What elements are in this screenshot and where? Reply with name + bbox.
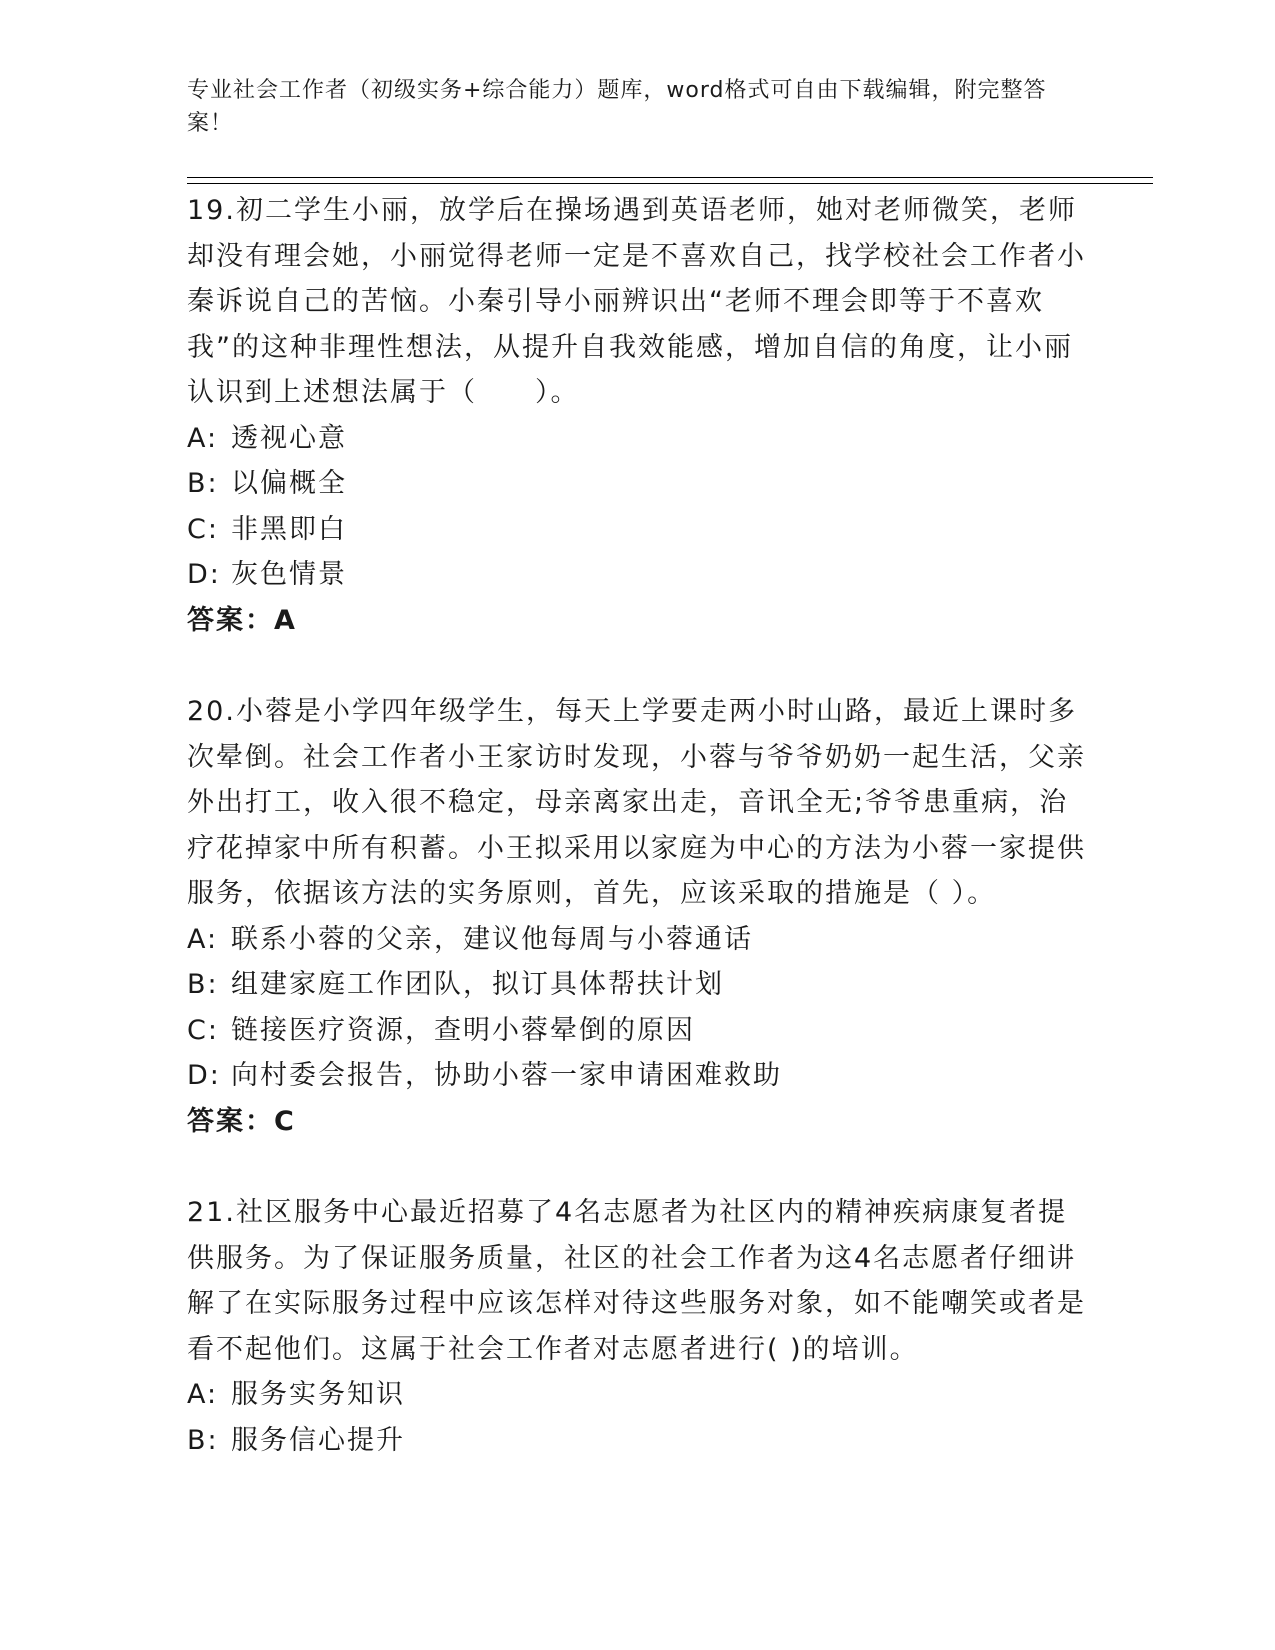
option-key: A:	[187, 923, 219, 955]
option-key: A:	[187, 1379, 219, 1410]
option-c	[187, 1008, 1087, 1054]
option-c	[187, 507, 1087, 553]
option-text: 透视心意	[231, 422, 347, 454]
option-text: 灰色情景	[231, 559, 347, 590]
option-key: D:	[187, 1060, 221, 1091]
option-text: 链接医疗资源，查明小蓉晕倒的原因	[231, 1014, 695, 1046]
option-text: 非黑即白	[231, 513, 347, 545]
option-key: B:	[187, 468, 219, 499]
question-stem: 21.社区服务中心最近招募了4名志愿者为社区内的精神疾病康复者提供服务。为了保证服务质量，社区的社会工作者为这4名志愿者仔细讲解了在实际服务过程中应该怎样对待这些服务对象，如不能嘲笑或者是看不起他们。这属于社会工作者对志愿者进行( )的培训。	[187, 1197, 1086, 1365]
option-text: 以偏概全	[231, 468, 347, 499]
option-b	[187, 962, 1087, 1008]
option-text: 服务实务知识	[231, 1379, 405, 1410]
question-19	[187, 188, 1087, 643]
option-b	[187, 461, 1087, 507]
option-d	[187, 552, 1087, 598]
answer-line: 答案：C	[187, 1105, 296, 1137]
option-text: 向村委会报告，协助小蓉一家申请困难救助	[231, 1060, 782, 1091]
question-stem: 19.初二学生小丽，放学后在操场遇到英语老师，她对老师微笑，老师却没有理会她，小丽觉得老师一定是不喜欢自己，找学校社会工作者小秦诉说自己的苦恼。小秦引导小丽辨识出“老师不理会即等于不喜欢我”的这种非理性想法，从提升自我效能感，增加自信的角度，让小丽认识到上述想法属于（ ）。	[187, 195, 1086, 408]
answer-line: 答案：A	[187, 604, 297, 636]
document-header: 专业社会工作者（初级实务+综合能力）题库，word格式可自由下载编辑，附完整答案！	[187, 78, 1047, 136]
option-text: 组建家庭工作团队，拟订具体帮扶计划	[231, 969, 724, 1000]
question-20	[187, 689, 1087, 1144]
option-text: 服务信心提升	[231, 1424, 405, 1456]
option-a	[187, 1372, 1087, 1418]
option-key: D:	[187, 559, 221, 590]
question-21	[187, 1190, 1087, 1463]
option-key: B:	[187, 1424, 219, 1456]
option-a	[187, 416, 1087, 462]
option-key: C:	[187, 1014, 219, 1046]
header-divider-top	[187, 177, 1153, 178]
option-d	[187, 1053, 1087, 1099]
header-divider-bottom	[187, 183, 1153, 184]
option-text: 联系小蓉的父亲，建议他每周与小蓉通话	[231, 923, 753, 955]
option-key: B:	[187, 969, 219, 1000]
option-key: C:	[187, 513, 219, 545]
option-a	[187, 917, 1087, 963]
option-key: A:	[187, 422, 219, 454]
option-b	[187, 1418, 1087, 1464]
question-stem: 20.小蓉是小学四年级学生，每天上学要走两小时山路，最近上课时多次晕倒。社会工作者小王家访时发现，小蓉与爷爷奶奶一起生活，父亲外出打工，收入很不稳定，母亲离家出走，音讯全无;爷爷患重病，治疗花掉家中所有积蓄。小王拟采用以家庭为中心的方法为小蓉一家提供服务，依据该方法的实务原则，首先，应该采取的措施是（ ）。	[187, 696, 1086, 909]
